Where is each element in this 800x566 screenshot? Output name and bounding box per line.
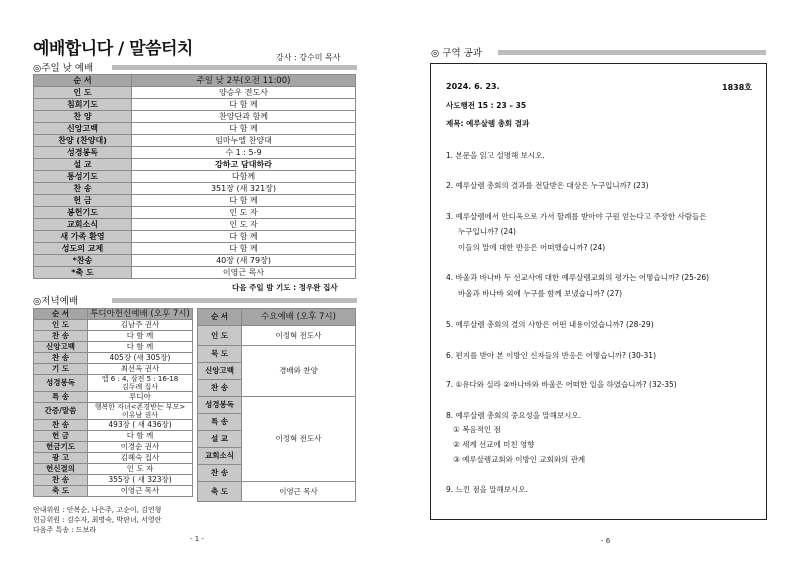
next-prayer-note: 다음 주일 밤 기도 : 정우완 집사 bbox=[232, 283, 338, 292]
row-label: 설 교 bbox=[198, 431, 242, 448]
lesson-subject: 제목: 예루살렘 총회 결과 bbox=[446, 119, 530, 128]
lesson-box bbox=[430, 63, 767, 520]
row-label: 찬 송 bbox=[34, 420, 88, 431]
wednesday-service-table bbox=[197, 308, 356, 502]
row-label: *축 도 bbox=[34, 267, 132, 279]
table-row bbox=[34, 255, 356, 267]
question-item: ② 세계 선교에 미친 영향 bbox=[453, 440, 535, 449]
table-row bbox=[198, 397, 356, 414]
row-label: 설 교 bbox=[34, 159, 132, 171]
table-row bbox=[198, 482, 356, 502]
preacher-label: 강사 : 강수미 목사 bbox=[276, 53, 341, 62]
row-value: 40장 (새 79장) bbox=[132, 255, 356, 267]
row-label: 광 고 bbox=[34, 453, 88, 464]
table-row bbox=[34, 147, 356, 159]
usher-list: 안내위원 : 안복순, 나은주, 고순이, 김연형 bbox=[33, 506, 162, 514]
row-value: 493장 ( 새 436장) bbox=[88, 420, 193, 431]
scripture-reference: 사도행전 15 : 23 – 35 bbox=[446, 101, 527, 110]
question-item: 4. 바울과 바나바 두 선교사에 대한 예루살렘교회의 평가는 어떻습니까? (25-26) bbox=[446, 273, 710, 282]
row-value: 인 도 자 bbox=[88, 464, 193, 475]
row-value: 찬양단과 함께 bbox=[132, 111, 356, 123]
table-row bbox=[34, 442, 193, 453]
question-item: 누구입니까? (24) bbox=[458, 227, 516, 236]
row-label: 성경봉독 bbox=[34, 147, 132, 159]
row-label: 인 도 bbox=[198, 326, 242, 346]
row-label: 묵 도 bbox=[198, 346, 242, 363]
tuesday-service-table bbox=[33, 308, 193, 497]
question-item: 6. 편지를 받아 본 이방인 신자들의 반응은 어떻습니까? (30-31) bbox=[446, 351, 656, 360]
table-row bbox=[34, 453, 193, 464]
row-label: 봉헌기도 bbox=[34, 207, 132, 219]
row-value: 양승우 전도사 bbox=[132, 87, 356, 99]
row-label: 순 서 bbox=[198, 309, 242, 326]
row-value: 405장 (새 305장) bbox=[88, 353, 193, 364]
row-value: 다함께 bbox=[132, 171, 356, 183]
row-label: 찬 송 bbox=[198, 380, 242, 397]
table-row bbox=[34, 486, 193, 497]
next-special-song: 다음주 특송 : 드보라 bbox=[33, 526, 97, 534]
row-value: 행복한 자녀<존경받는 부모> 이유남 권사 bbox=[88, 403, 193, 420]
row-label: 인 도 bbox=[34, 87, 132, 99]
row-label: 성경봉독 bbox=[198, 397, 242, 414]
table-row bbox=[34, 342, 193, 353]
row-label: 헌 금 bbox=[34, 431, 88, 442]
table-row bbox=[34, 123, 356, 135]
table-row bbox=[34, 243, 356, 255]
morning-service-table bbox=[33, 74, 356, 279]
table-row bbox=[198, 309, 356, 326]
table-row bbox=[34, 320, 193, 331]
row-value: 김혜숙 집사 bbox=[88, 453, 193, 464]
question-item: 8. 예루살렘 총회의 중요성을 말해보시오. bbox=[446, 411, 581, 420]
row-label: 신앙고백 bbox=[34, 342, 88, 353]
heading-rule bbox=[112, 298, 357, 303]
table-row bbox=[34, 87, 356, 99]
row-value: 이영근 목사 bbox=[242, 482, 356, 502]
row-value: 다 함 께 bbox=[132, 195, 356, 207]
row-label: 찬 송 bbox=[34, 353, 88, 364]
table-row bbox=[34, 207, 356, 219]
table-row bbox=[34, 420, 193, 431]
offering-list: 헌금위원 : 김수자, 최명숙, 박판녀, 서영란 bbox=[33, 516, 162, 524]
row-value: 경배와 찬양 bbox=[242, 346, 356, 397]
issue-number: 1838호 bbox=[722, 83, 752, 92]
heading-rule bbox=[498, 50, 766, 55]
table-row bbox=[34, 364, 193, 375]
table-row bbox=[34, 331, 193, 342]
footnotes bbox=[33, 505, 161, 535]
table-row bbox=[34, 464, 193, 475]
table-row bbox=[34, 75, 356, 87]
table-row bbox=[198, 326, 356, 346]
row-value: 다 함 께 bbox=[88, 331, 193, 342]
row-value: 최선옥 권사 bbox=[88, 364, 193, 375]
page-title: 예배합니다 / 말씀터치 bbox=[33, 39, 193, 59]
row-label: 간증/말씀 bbox=[34, 403, 88, 420]
table-row bbox=[34, 171, 356, 183]
table-row bbox=[34, 183, 356, 195]
row-value: 이경순 권사 bbox=[88, 442, 193, 453]
morning-service-heading: ◎주일 낮 예배 bbox=[33, 63, 94, 74]
question-item: ① 복음적인 점 bbox=[453, 425, 501, 434]
row-value: 이정혁 전도사 bbox=[242, 326, 356, 346]
row-value: 루디아 bbox=[88, 392, 193, 403]
row-label: 통성기도 bbox=[34, 171, 132, 183]
question-item: 5. 예루살렘 총회의 결의 사항은 어떤 내용이었습니까? (28-29) bbox=[446, 320, 654, 329]
row-value: 다 함 께 bbox=[132, 231, 356, 243]
table-row bbox=[34, 99, 356, 111]
row-label: 인 도 bbox=[34, 320, 88, 331]
page-number: - 6 bbox=[601, 537, 611, 545]
cell-lesson-heading: ◎ 구역 공과 bbox=[431, 48, 483, 59]
row-label: 순 서 bbox=[34, 309, 88, 320]
row-label: 특 송 bbox=[34, 392, 88, 403]
table-row bbox=[34, 231, 356, 243]
row-value: 수 1 : 5-9 bbox=[132, 147, 356, 159]
table-row bbox=[34, 111, 356, 123]
row-label: 찬 송 bbox=[198, 465, 242, 482]
row-value: 엡 6 : 4, 삼전 5 : 16-18 김두례 집사 bbox=[88, 375, 193, 392]
row-label: 헌 금 bbox=[34, 195, 132, 207]
row-label: 교회소식 bbox=[34, 219, 132, 231]
row-value: 강하고 담대하라 bbox=[132, 159, 356, 171]
question-item: 3. 예루살렘에서 안디옥으로 가서 할례를 받아야 구원 얻는다고 주장한 사람들은 bbox=[446, 212, 707, 221]
table-row bbox=[198, 346, 356, 363]
table-row bbox=[34, 403, 193, 420]
row-label: 특 송 bbox=[198, 414, 242, 431]
row-value: 주일 낮 2부(오전 11:00) bbox=[132, 75, 356, 87]
heading-rule bbox=[112, 65, 357, 70]
row-label: 헌금기도 bbox=[34, 442, 88, 453]
table-row bbox=[34, 309, 193, 320]
question-item: 바울과 바나바 외에 누구를 함께 보냈습니까? (27) bbox=[458, 289, 623, 298]
question-item: ③ 예루살렘교회와 이방인 교회와의 관계 bbox=[453, 455, 586, 464]
row-value: 수요예배 (오후 7시) bbox=[242, 309, 356, 326]
question-item: 이들의 말에 대한 반응은 어떠했습니까? (24) bbox=[458, 243, 606, 252]
row-label: *찬송 bbox=[34, 255, 132, 267]
question-item: 7. ①유다와 실라 ②바나바와 바울은 어떠한 일을 하였습니까? (32-35) bbox=[446, 380, 677, 389]
row-value: 인 도 자 bbox=[132, 207, 356, 219]
row-label: 성도의 교제 bbox=[34, 243, 132, 255]
row-label: 축 도 bbox=[198, 482, 242, 502]
row-label: 침회기도 bbox=[34, 99, 132, 111]
evening-service-heading: ◎저녁예배 bbox=[33, 296, 78, 307]
page-number: - 1 - bbox=[190, 535, 204, 543]
row-label: 신앙고백 bbox=[198, 363, 242, 380]
row-label: 찬 송 bbox=[34, 183, 132, 195]
row-value: 다 함 께 bbox=[88, 431, 193, 442]
row-label: 헌신결의 bbox=[34, 464, 88, 475]
row-label: 성경봉독 bbox=[34, 375, 88, 392]
row-label: 새 가족 환영 bbox=[34, 231, 132, 243]
row-value: 김남주 권사 bbox=[88, 320, 193, 331]
question-item: 2. 예루살렘 총회의 결과를 전달받은 대상은 누구입니까? (23) bbox=[446, 181, 649, 190]
row-value: 355장 ( 새 323장) bbox=[88, 475, 193, 486]
row-label: 찬 송 bbox=[34, 475, 88, 486]
question-item: 9. 느낀 점을 말해보시오. bbox=[446, 485, 528, 494]
row-value: 이영근 목사 bbox=[88, 486, 193, 497]
lesson-date: 2024. 6. 23. bbox=[446, 82, 500, 91]
row-label: 찬양 (찬양대) bbox=[34, 135, 132, 147]
row-label: 교회소식 bbox=[198, 448, 242, 465]
question-item: 1. 본문을 읽고 설명해 보시오. bbox=[446, 151, 545, 160]
row-value: 투디아헌신예배 (오후 7시) bbox=[88, 309, 193, 320]
table-row bbox=[34, 219, 356, 231]
table-row bbox=[34, 159, 356, 171]
row-value: 다 함 께 bbox=[132, 123, 356, 135]
table-row bbox=[34, 475, 193, 486]
table-row bbox=[34, 353, 193, 364]
row-value: 이정혁 전도사 bbox=[242, 397, 356, 482]
table-row bbox=[34, 375, 193, 392]
row-value: 다 함 께 bbox=[88, 342, 193, 353]
table-row bbox=[34, 135, 356, 147]
row-label: 찬 송 bbox=[34, 331, 88, 342]
table-row bbox=[34, 392, 193, 403]
row-value: 다 함 께 bbox=[132, 243, 356, 255]
row-value: 이영근 목사 bbox=[132, 267, 356, 279]
table-row bbox=[34, 431, 193, 442]
row-value: 351장 (새 321장) bbox=[132, 183, 356, 195]
row-value: 임마누엘 찬양대 bbox=[132, 135, 356, 147]
table-row bbox=[34, 267, 356, 279]
row-label: 찬 양 bbox=[34, 111, 132, 123]
row-label: 신앙고백 bbox=[34, 123, 132, 135]
row-label: 축 도 bbox=[34, 486, 88, 497]
row-label: 순 서 bbox=[34, 75, 132, 87]
row-label: 기 도 bbox=[34, 364, 88, 375]
row-value: 인 도 자 bbox=[132, 219, 356, 231]
table-row bbox=[34, 195, 356, 207]
row-value: 다 함 께 bbox=[132, 99, 356, 111]
